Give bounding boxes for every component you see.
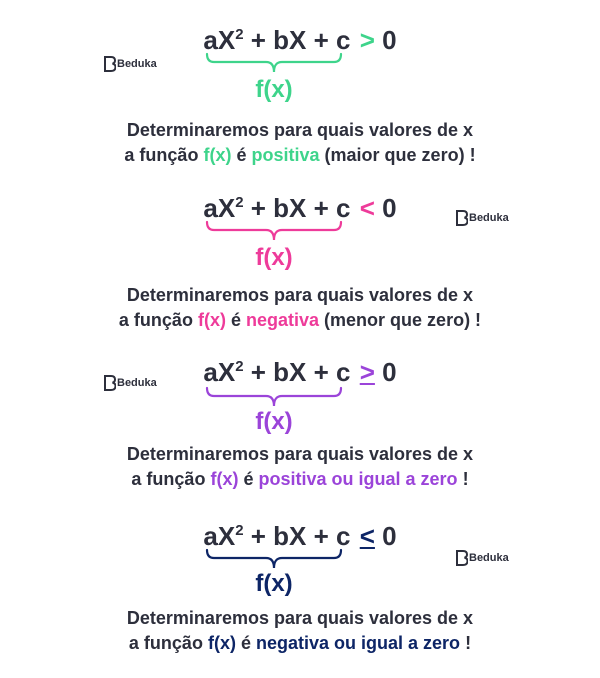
beduka-b-icon [103, 375, 116, 391]
inequality-operator: < [359, 193, 375, 223]
expr-exponent: 2 [235, 26, 244, 43]
description-line-2 [0, 467, 600, 491]
function-label: f(x) [255, 244, 293, 271]
inequality-operator: > [359, 25, 375, 55]
expr-term-a: aX [203, 25, 236, 55]
beduka-logo-text: Beduka [469, 552, 509, 564]
expr-rhs: 0 [382, 357, 397, 387]
beduka-logo-text: Beduka [469, 212, 509, 224]
inequality-expression [200, 516, 400, 551]
inequality-expression [200, 352, 400, 387]
expr-rhs: 0 [382, 193, 397, 223]
desc-keyword: positiva [251, 145, 320, 165]
description-line-1: Determinaremos para quais valores de x [126, 120, 474, 140]
description-line-1: Determinaremos para quais valores de x [126, 608, 474, 628]
desc-text: a função [124, 145, 199, 165]
expr-rhs: 0 [382, 521, 397, 551]
desc-keyword: negativa [246, 310, 320, 330]
beduka-b-icon [455, 210, 468, 226]
beduka-logo [455, 210, 509, 226]
desc-keyword: positiva ou igual a zero [258, 469, 458, 489]
inequality-operator: < [359, 521, 375, 551]
desc-text: ! [465, 633, 472, 653]
curly-brace-icon [200, 386, 348, 408]
beduka-logo-text: Beduka [117, 377, 157, 389]
desc-fx: f(x) [207, 633, 236, 653]
expr-term-a: aX [203, 521, 236, 551]
expr-rest: + bX + c [250, 357, 351, 387]
description-line-2 [0, 143, 600, 167]
desc-keyword: negativa ou igual a zero [256, 633, 461, 653]
beduka-b-icon [455, 550, 468, 566]
desc-fx: f(x) [197, 310, 226, 330]
function-label: f(x) [255, 570, 293, 597]
beduka-logo [103, 375, 157, 391]
beduka-b-icon [103, 56, 116, 72]
desc-text: é [243, 469, 254, 489]
desc-text: é [230, 310, 241, 330]
expr-term-a: aX [203, 357, 236, 387]
curly-brace-icon [200, 220, 348, 242]
beduka-logo [455, 550, 509, 566]
expr-rest: + bX + c [250, 521, 351, 551]
description-line-2 [0, 308, 600, 332]
desc-fx: f(x) [203, 145, 232, 165]
expr-rest: + bX + c [250, 193, 351, 223]
inequality-expression [200, 188, 400, 223]
expr-exponent: 2 [235, 522, 244, 539]
expr-rest: + bX + c [250, 25, 351, 55]
desc-text: (menor que zero) ! [324, 310, 482, 330]
curly-brace-icon [200, 548, 348, 570]
beduka-logo [103, 56, 157, 72]
desc-text: é [240, 633, 251, 653]
description-line-2 [0, 631, 600, 655]
inequality-operator: > [359, 357, 375, 387]
desc-text: é [236, 145, 247, 165]
beduka-logo-text: Beduka [117, 58, 157, 70]
description-line-1: Determinaremos para quais valores de x [126, 285, 474, 305]
desc-text: a função [118, 310, 193, 330]
desc-text: a função [131, 469, 206, 489]
expr-term-a: aX [203, 193, 236, 223]
expr-rhs: 0 [382, 25, 397, 55]
function-label: f(x) [255, 76, 293, 103]
desc-fx: f(x) [210, 469, 239, 489]
curly-brace-icon [200, 52, 348, 74]
inequality-expression [200, 20, 400, 55]
expr-exponent: 2 [235, 358, 244, 375]
function-label: f(x) [255, 408, 293, 435]
desc-text: ! [462, 469, 469, 489]
desc-text: a função [128, 633, 203, 653]
description-line-1: Determinaremos para quais valores de x [126, 444, 474, 464]
desc-text: (maior que zero) ! [324, 145, 476, 165]
expr-exponent: 2 [235, 194, 244, 211]
